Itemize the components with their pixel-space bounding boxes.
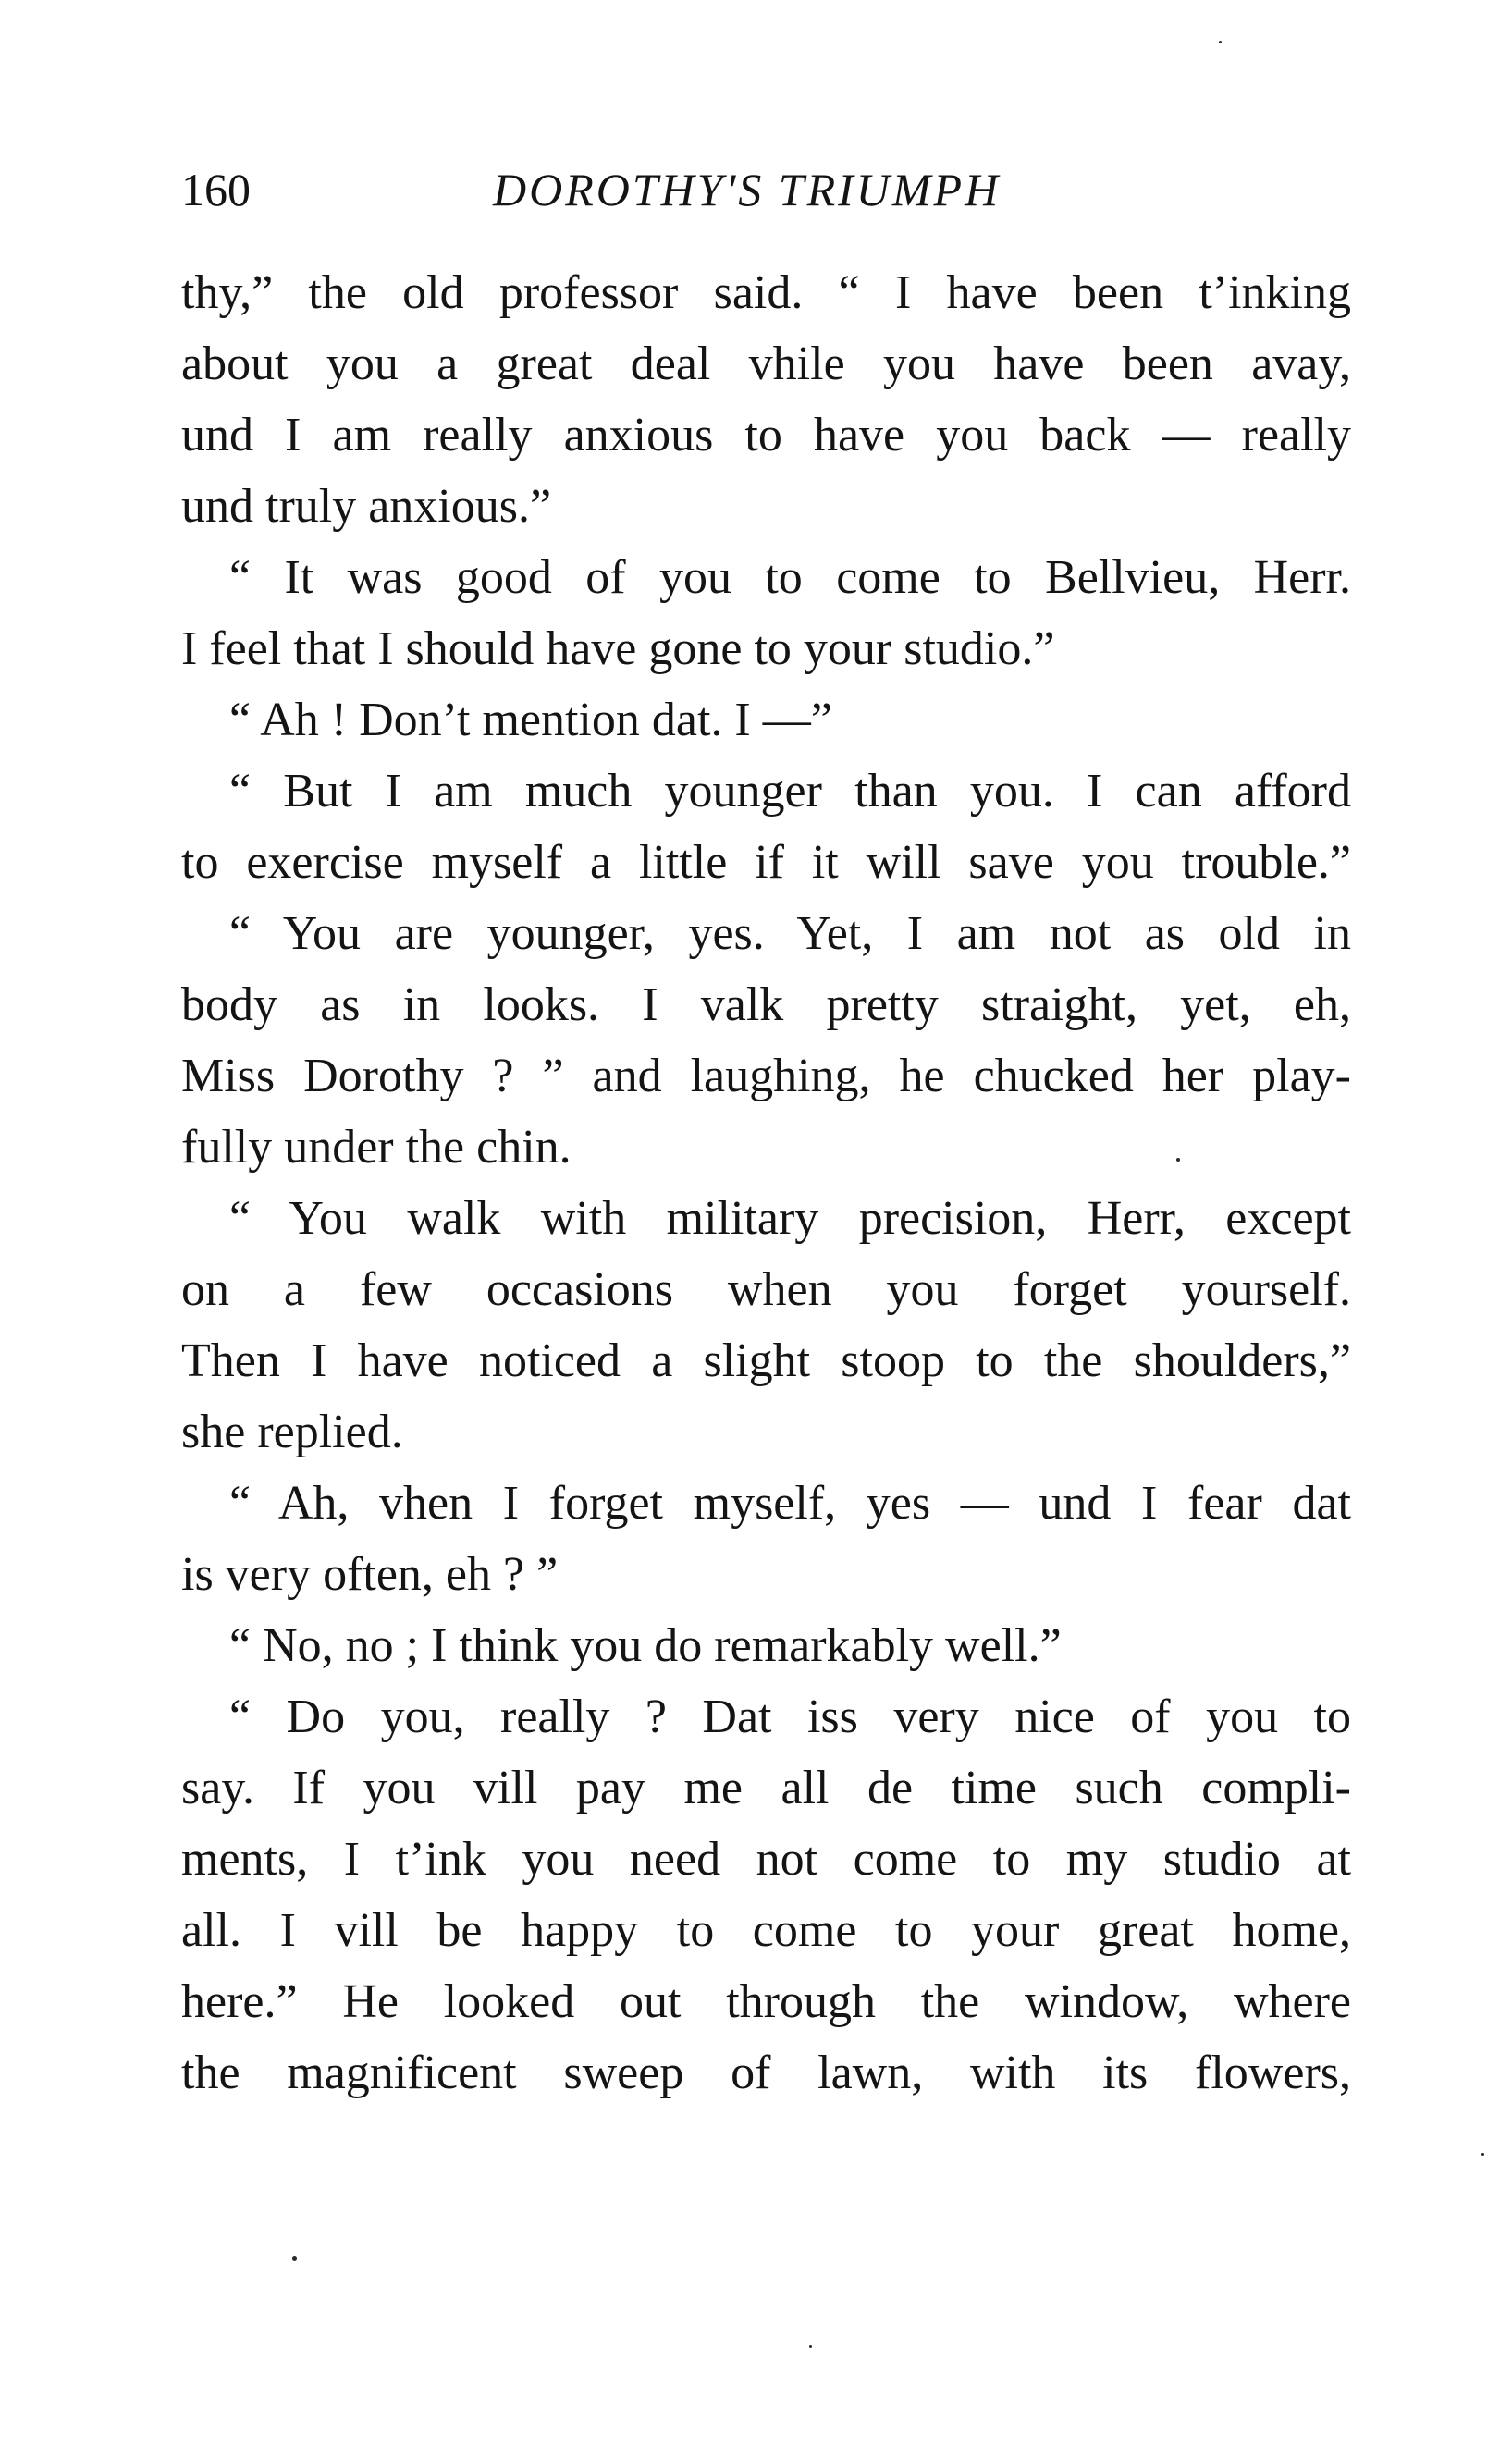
text-line: the magnificent sweep of lawn, with its flowers, [181,2047,1351,2099]
text-line: und I am really anxious to have you back — really [181,409,1351,461]
text-line: “ But I am much younger than you. I can afford [229,765,1351,818]
text-line: about you a great deal vhile you have been avay, [181,338,1351,390]
text-line: Then I have noticed a slight stoop to the shoulders,” [181,1334,1351,1387]
text-line: she replied. [181,1406,403,1458]
text-line: on a few occasions when you forget yourself. [181,1263,1351,1316]
page-number: 160 [181,164,251,215]
text-line: “ Ah ! Don’t mention dat. I —” [229,694,832,746]
text-line: to exercise myself a little if it will save you trouble.” [181,836,1351,889]
text-line: I feel that I should have gone to your studio.” [181,622,1055,675]
text-line: here.” He looked out through the window, where [181,1975,1351,2028]
body-text [181,257,1351,2109]
scan-speck [1481,2153,1484,2156]
text-line: Miss Dorothy ? ” and laughing, he chucked her play- [181,1050,1351,1102]
text-line: “ You walk with military precision, Herr, except [229,1192,1351,1245]
page-header [181,157,1351,222]
text-line: ments, I t’ink you need not come to my studio at [181,1833,1351,1886]
text-line: “ No, no ; I think you do remarkably well.” [229,1619,1062,1672]
scan-speck [1176,1158,1180,1162]
text-line: und truly anxious.” [181,480,552,533]
text-line: “ It was good of you to come to Bellvieu, Herr. [229,551,1351,604]
text-line: all. I vill be happy to come to your great home, [181,1904,1351,1957]
text-line: is very often, eh ? ” [181,1548,559,1601]
scan-speck [1219,41,1222,43]
text-line: “ Ah, vhen I forget myself, yes — und I fear dat [229,1477,1351,1530]
scan-speck [809,2345,812,2348]
scan-speck [292,2256,297,2261]
text-line: say. If you vill pay me all de time such compli- [181,1762,1351,1814]
text-line: thy,” the old professor said. “ I have been t’inking [181,266,1351,319]
running-title: DOROTHY'S TRIUMPH [493,164,1002,215]
text-line: fully under the chin. [181,1121,572,1174]
text-line: body as in looks. I valk pretty straight, yet, eh, [181,978,1351,1031]
text-line: “ You are younger, yes. Yet, I am not as old in [229,907,1351,960]
text-line: “ Do you, really ? Dat iss very nice of you to [229,1691,1351,1743]
